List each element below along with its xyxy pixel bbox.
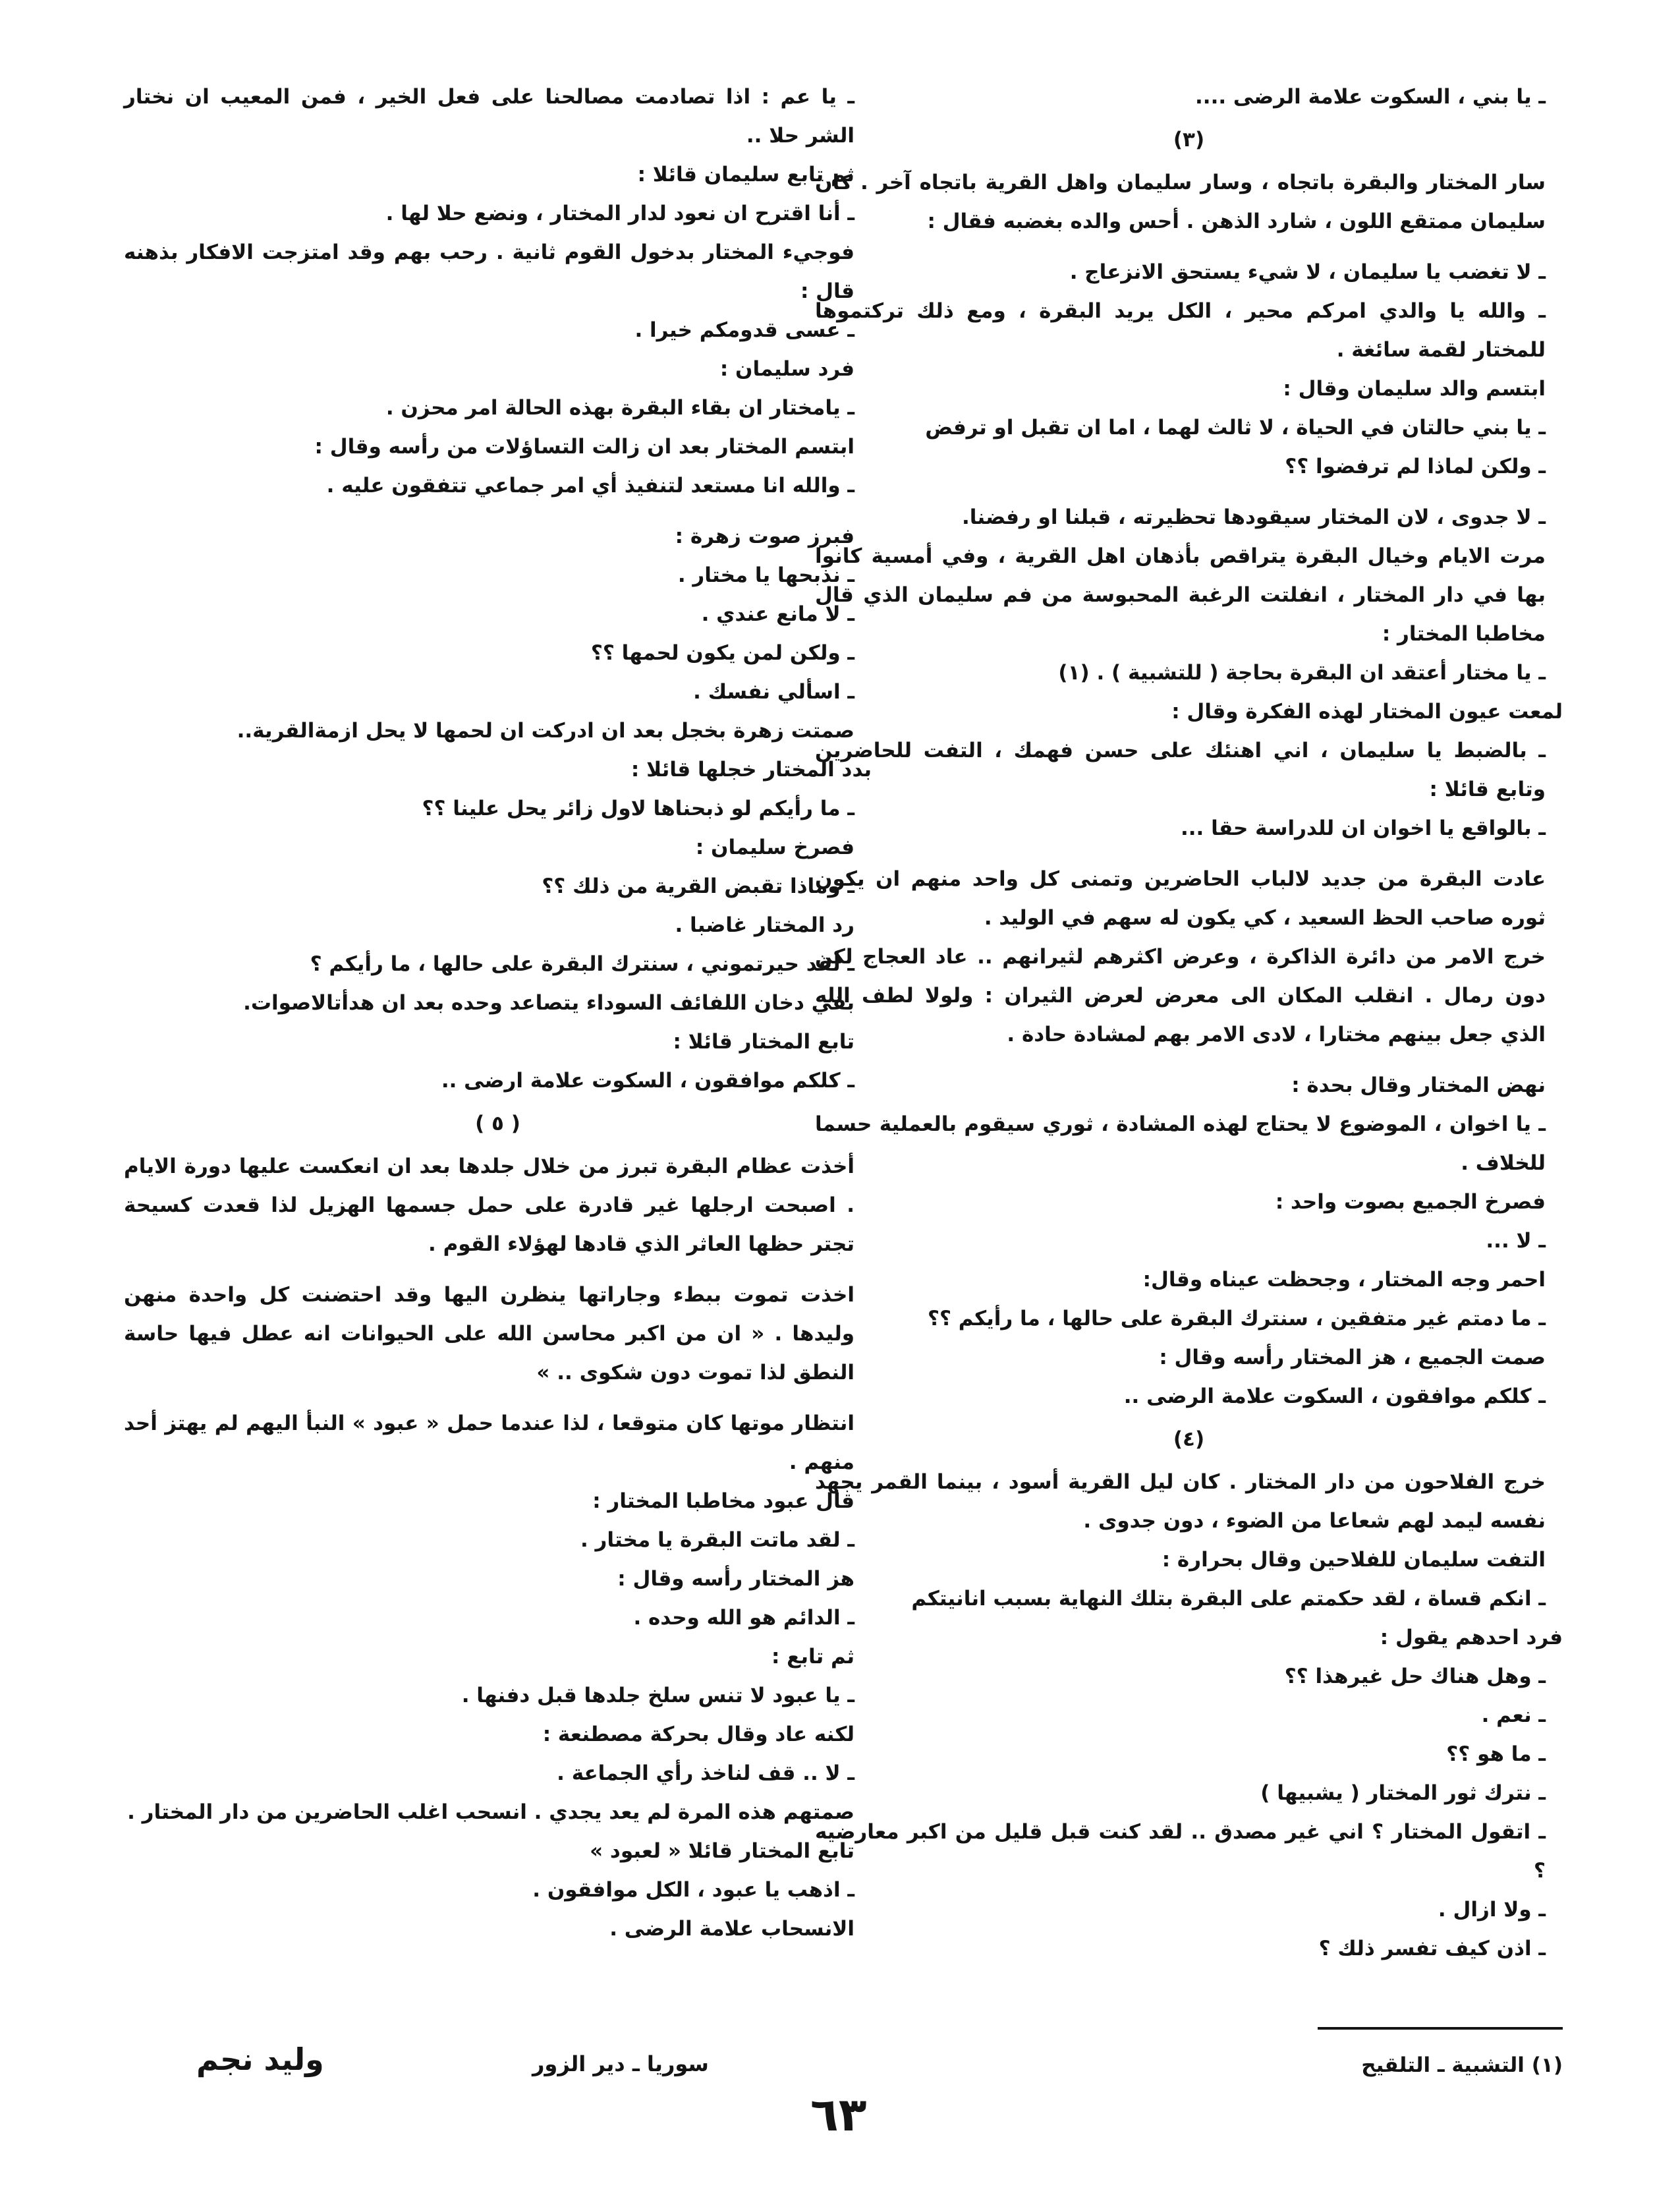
- paragraph: تابع المختار قائلا :: [673, 1030, 854, 1054]
- paragraph: ـ الدائم هو الله وحده .: [633, 1606, 854, 1630]
- paragraph: ـ كلكم موافقون ، السكوت علامة الرضى ..: [1123, 1385, 1546, 1408]
- paragraph: ـ يامختار ان بقاء البقرة بهذه الحالة امر محزن .: [385, 396, 854, 420]
- paragraph: ـ ولكن لمن يكون لحمها ؟؟: [590, 641, 854, 665]
- paragraph: ـ وماذا تقبض القرية من ذلك ؟؟: [542, 874, 854, 898]
- paragraph: ـ بالواقع يا اخوان ان للدراسة حقا ...: [1180, 816, 1546, 840]
- paragraph: ابتسم المختار بعد ان زالت التساؤلات من رأسه وقال :: [314, 435, 854, 459]
- paragraph: ـ لا مانع عندي .: [701, 602, 854, 626]
- page-number: ٦٣: [810, 2088, 867, 2142]
- paragraph: فبرز صوت زهرة :: [675, 525, 854, 548]
- paragraph: ـ اذن كيف تفسر ذلك ؟: [1318, 1937, 1546, 1960]
- paragraph: فرد احدهم يقول :: [1380, 1626, 1563, 1649]
- paragraph: هز المختار رأسه وقال :: [617, 1567, 854, 1591]
- paragraph: ثم تابع :: [771, 1645, 854, 1669]
- right-text-column: [815, 78, 1563, 1968]
- paragraph: ـ اسألي نفسك .: [693, 680, 854, 704]
- section-number: (٤): [1173, 1427, 1205, 1451]
- paragraph: احمر وجه المختار ، وجحظت عيناه وقال:: [1142, 1268, 1546, 1292]
- paragraph: ـ لا جدوى ، لان المختار سيقودها تحظيرته ، قبلنا او رفضنا.: [962, 505, 1546, 529]
- paragraph: ـ ولكن لماذا لم ترفضوا ؟؟: [1285, 455, 1546, 478]
- paragraph: ـ نعم .: [1481, 1703, 1546, 1727]
- paragraph: خرج الفلاحون من دار المختار . كان ليل القرية أسود ، بينما القمر يجهد نفسه ليمد لهم شعاعا من الضوء ، دون جدوى .: [815, 1470, 1546, 1533]
- paragraph: ـ والله انا مستعد لتنفيذ أي امر جماعي تتفقون عليه .: [326, 474, 854, 498]
- paragraph: ـ لقد حيرتموني ، سنترك البقرة على حالها ، ما رأيكم ؟: [310, 952, 854, 976]
- paragraph: ـ نترك ثور المختار ( يشبيها ): [1260, 1781, 1546, 1805]
- left-text-column: [124, 78, 872, 1949]
- paragraph: ـ كلكم موافقون ، السكوت علامة ارضى ..: [441, 1069, 854, 1093]
- paragraph: ـ يا عبود لا تنس سلخ جلدها قبل دفنها .: [461, 1684, 854, 1707]
- paragraph: ـ لقد ماتت البقرة يا مختار .: [580, 1528, 854, 1552]
- paragraph: بقي دخان اللفائف السوداء يتصاعد وحده بعد ان هدأتالاصوات.: [243, 991, 854, 1015]
- paragraph: لمعت عيون المختار لهذه الفكرة وقال :: [1171, 700, 1563, 724]
- paragraph: رد المختار غاضبا .: [675, 913, 854, 937]
- paragraph: صمتهم هذه المرة لم يعد يجدي . انسحب اغلب الحاضرين من دار المختار .: [127, 1800, 854, 1824]
- paragraph: ـ ما هو ؟؟: [1446, 1742, 1546, 1766]
- paragraph: ـ أنا اقترح ان نعود لدار المختار ، ونضع حلا لها .: [385, 202, 854, 225]
- author-location: سوريا ـ دير الزور: [532, 2051, 709, 2076]
- paragraph: فرد سليمان :: [719, 357, 854, 381]
- paragraph: ـ والله يا والدي امركم محير ، الكل يريد البقرة ، ومع ذلك تركتموها للمختار لقمة سائغة .: [815, 299, 1546, 362]
- paragraph: ـ عسى قدومكم خيرا .: [634, 318, 854, 342]
- paragraph: ـ لا .. قف لناخذ رأي الجماعة .: [557, 1761, 854, 1785]
- paragraph: عادت البقرة من جديد لالباب الحاضرين وتمنى كل واحد منهم ان يكون ثوره صاحب الحظ السعيد ، كي يكون له سهم في الوليد .: [815, 867, 1546, 930]
- paragraph: ابتسم والد سليمان وقال :: [1283, 377, 1546, 401]
- paragraph: ـ يا بني ، السكوت علامة الرضى ....: [1195, 85, 1546, 109]
- paragraph: ـ لا تغضب يا سليمان ، لا شيء يستحق الانزعاج .: [1069, 260, 1546, 284]
- paragraph: ـ يا مختار أعتقد ان البقرة بحاجة ( للتشبية ) . (١): [1058, 661, 1546, 685]
- paragraph: خرج الامر من دائرة الذاكرة ، وعرض اكثرهم لثيرانهم .. عاد العجاج لكن دون رمال . انقلب المكان الى معرض لعرض الثيران : ولولا لطف الله الذي جعل بينهم مختارا ، لادى الامر بهم لمشادة حادة .: [815, 945, 1546, 1046]
- paragraph: ـ اتقول المختار ؟ اني غير مصدق .. لقد كنت قبل قليل من اكبر معارضيه ؟: [815, 1820, 1546, 1883]
- paragraph: اخذت تموت ببطء وجاراتها ينظرن اليها وقد احتضنت كل واحدة منهن وليدها . « ان من اكبر محاسن الله على الحيوانات انه عطل فيها حاسة النطق لذا تموت دون شكوى .. »: [124, 1283, 854, 1385]
- paragraph: ثم تابع سليمان قائلا :: [637, 163, 854, 186]
- section-number: ( ٥ ): [475, 1112, 520, 1135]
- paragraph: ـ يا عم : اذا تصادمت مصالحنا على فعل الخير ، فمن المعيب ان نختار الشر حلا ..: [124, 85, 854, 148]
- author-name: وليد نجم: [196, 2042, 324, 2077]
- paragraph: تابع المختار قائلا « لعبود »: [590, 1839, 854, 1863]
- paragraph: صمتت زهرة بخجل بعد ان ادركت ان لحمها لا يحل ازمةالقرية..: [237, 719, 854, 743]
- paragraph: سار المختار والبقرة باتجاه ، وسار سليمان واهل القرية باتجاه آخر . كان سليمان ممتقع اللون ، شارد الذهن . أحس والده بغضبه فقال :: [815, 171, 1546, 233]
- paragraph: مرت الايام وخيال البقرة يتراقص بأذهان اهل القرية ، وفي أمسية كانوا بها في دار المختار ، انفلتت الرغبة المحبوسة من فم سليمان الذي قال مخاطبا المختار :: [815, 544, 1546, 646]
- paragraph: قال عبود مخاطبا المختار :: [592, 1489, 854, 1513]
- paragraph: ـ وهل هناك حل غيرهذا ؟؟: [1284, 1665, 1546, 1688]
- paragraph: ـ انكم قساة ، لقد حكمتم على البقرة بتلك النهاية بسبب انانيتكم: [911, 1587, 1546, 1611]
- paragraph: ـ ما رأيكم لو ذبحناها لاول زائر يحل علينا ؟؟: [422, 797, 854, 820]
- footnote-rule: [1318, 2027, 1563, 2030]
- paragraph: ـ ما دمتم غير متفقين ، سنترك البقرة على حالها ، ما رأيكم ؟؟: [928, 1307, 1546, 1330]
- paragraph: نهض المختار وقال بحدة :: [1291, 1073, 1546, 1097]
- paragraph: صمت الجميع ، هز المختار رأسه وقال :: [1159, 1346, 1546, 1369]
- paragraph: التفت سليمان للفلاحين وقال بحرارة :: [1162, 1548, 1546, 1572]
- paragraph: فصرخ سليمان :: [695, 836, 854, 859]
- paragraph: انتظار موتها كان متوقعا ، لذا عندما حمل « عبود » النبأ اليهم لم يهتز أحد منهم .: [124, 1412, 854, 1474]
- paragraph: ـ يا اخوان ، الموضوع لا يحتاج لهذه المشادة ، ثوري سيقوم بالعملية حسما للخلاف .: [815, 1112, 1546, 1175]
- paragraph: لكنه عاد وقال بحركة مصطنعة :: [542, 1723, 854, 1746]
- paragraph: ـ يا بني حالتان في الحياة ، لا ثالث لهما ، اما ان تقبل او ترفض: [925, 416, 1546, 440]
- paragraph: فصرخ الجميع بصوت واحد :: [1275, 1190, 1546, 1214]
- paragraph: ـ نذبحها يا مختار .: [677, 563, 854, 587]
- paragraph: فوجيء المختار بدخول القوم ثانية . رحب بهم وقد امتزجت الافكار بذهنه قال :: [124, 241, 854, 303]
- paragraph: بدد المختار خجلها قائلا :: [630, 758, 872, 782]
- section-number: (٣): [1173, 128, 1205, 152]
- paragraph: ـ ولا ازال .: [1438, 1898, 1546, 1922]
- paragraph: الانسحاب علامة الرضى .: [609, 1917, 854, 1941]
- paragraph: ـ لا ...: [1486, 1229, 1546, 1253]
- paragraph: ـ اذهب يا عبود ، الكل موافقون .: [532, 1878, 854, 1902]
- paragraph: أخذت عظام البقرة تبرز من خلال جلدها بعد ان انعكست عليها دورة الايام . اصبحت ارجلها غير قادرة على حمل جسمها الهزيل لذا قعدت كسيحة تجتر حظها العاثر الذي قادها لهؤلاء القوم .: [124, 1155, 854, 1256]
- footnote: (١) التشبية ـ التلقيح: [1361, 2053, 1563, 2077]
- paragraph: ـ بالضبط يا سليمان ، اني اهنئك على حسن فهمك ، التفت للحاضرين وتابع قائلا :: [815, 739, 1546, 801]
